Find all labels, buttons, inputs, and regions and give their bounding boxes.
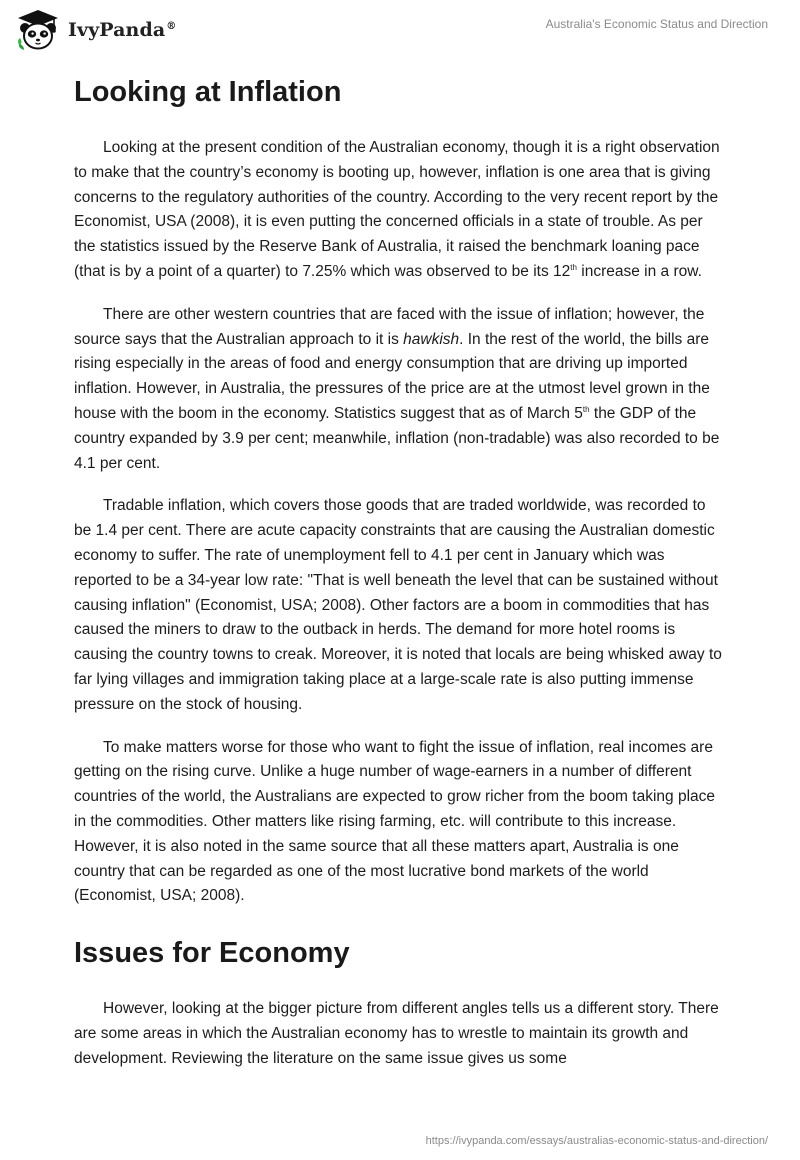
paragraph: Tradable inflation, which covers those goods that are traded worldwide, was recorded to be 1.4 per cent. There are acute capacity constraints that are causing the Australian domestic economy to suffer. The rate of unemployment fell to 4.1 per cent in January which was reported to be a 34-year low rate: "That is well beneath the level that can be sustained without causing inflation" (Economist, USA; 2008). Other factors are a boom in commodities that has caused the miners to draw to the outback in herds. The demand for more hotel rooms is causing the country towns to creak. Moreover, it is noted that locals are being whisked away to far lying villages and immigration taking place at a large-scale rate is also putting immense pressure on the stock of housing. [74, 497, 722, 713]
page-header [0, 0, 800, 64]
paragraph-text: . In the rest of the world, the bills are rising especially in the areas of food and energy consumption that are driving up imported inflation. However, in Australia, the pressures of the price are at the utmost level grown in the house with the boom in the economy. Statistics suggest that as of March 5 [74, 330, 710, 422]
paragraph-text: increase in a row. [576, 262, 702, 280]
paragraph: However, looking at the bigger picture from different angles tells us a different story. There are some areas in which the Australian economy has to wrestle to maintain its growth and development. Reviewing the literature on the same issue gives us some [74, 1000, 719, 1067]
section-heading-issues: Issues for Economy [74, 937, 350, 970]
paragraph-text: Looking at the present condition of the Australian economy, though it is a right observation to make that the country’s economy is booting up, however, inflation is one area that is giving concerns to the regulatory authorities of the country. According to the very recent report by the Economist, USA (2008), it is even putting the concerned officials in a state of trouble. As per the statistics issued by the Reserve Bank of Australia, it raised the benchmark loaning pace (that is by a point of a quarter) to 7.25% which was observed to be its 12 [74, 139, 720, 280]
document-title: Australia's Economic Status and Direction [545, 17, 768, 31]
paragraph: To make matters worse for those who want to fight the issue of inflation, real incomes are getting on the rising curve. Unlike a huge number of wage-earners in a number of different countries of the world, the Australians are expected to grow richer from the boom taking place in the commodities. Other matters like rising farming, etc. will contribute to this increase. However, it is also noted in the same source that all these matters apart, Australia is one country that can be regarded as one of the most lucrative bond markets of the world (Economist, USA; 2008). [74, 738, 716, 905]
emphasis-text: hawkish [403, 330, 460, 348]
panda-graduate-icon [14, 8, 62, 52]
paragraph-text: the GDP of the country expanded by 3.9 per cent; meanwhile, inflation (non-tradable) was also recorded to be 4.1 per cent. [74, 404, 720, 472]
paragraph [74, 136, 724, 285]
superscript-ordinal: th [582, 404, 590, 414]
paragraph-text: There are other western countries that are faced with the issue of inflation; however, the source says that the Australian approach to it is [74, 305, 705, 348]
brand-name: IvyPanda® [68, 19, 177, 41]
paragraph [74, 303, 724, 477]
registered-mark: ® [166, 20, 177, 32]
section-heading-inflation: Looking at Inflation [74, 76, 342, 108]
essay-content [74, 72, 724, 1090]
superscript-ordinal: th [570, 262, 577, 272]
ivypanda-logo[interactable] [14, 8, 176, 52]
source-url-link[interactable]: https://ivypanda.com/essays/australias-economic-status-and-direction/ [425, 1135, 768, 1147]
